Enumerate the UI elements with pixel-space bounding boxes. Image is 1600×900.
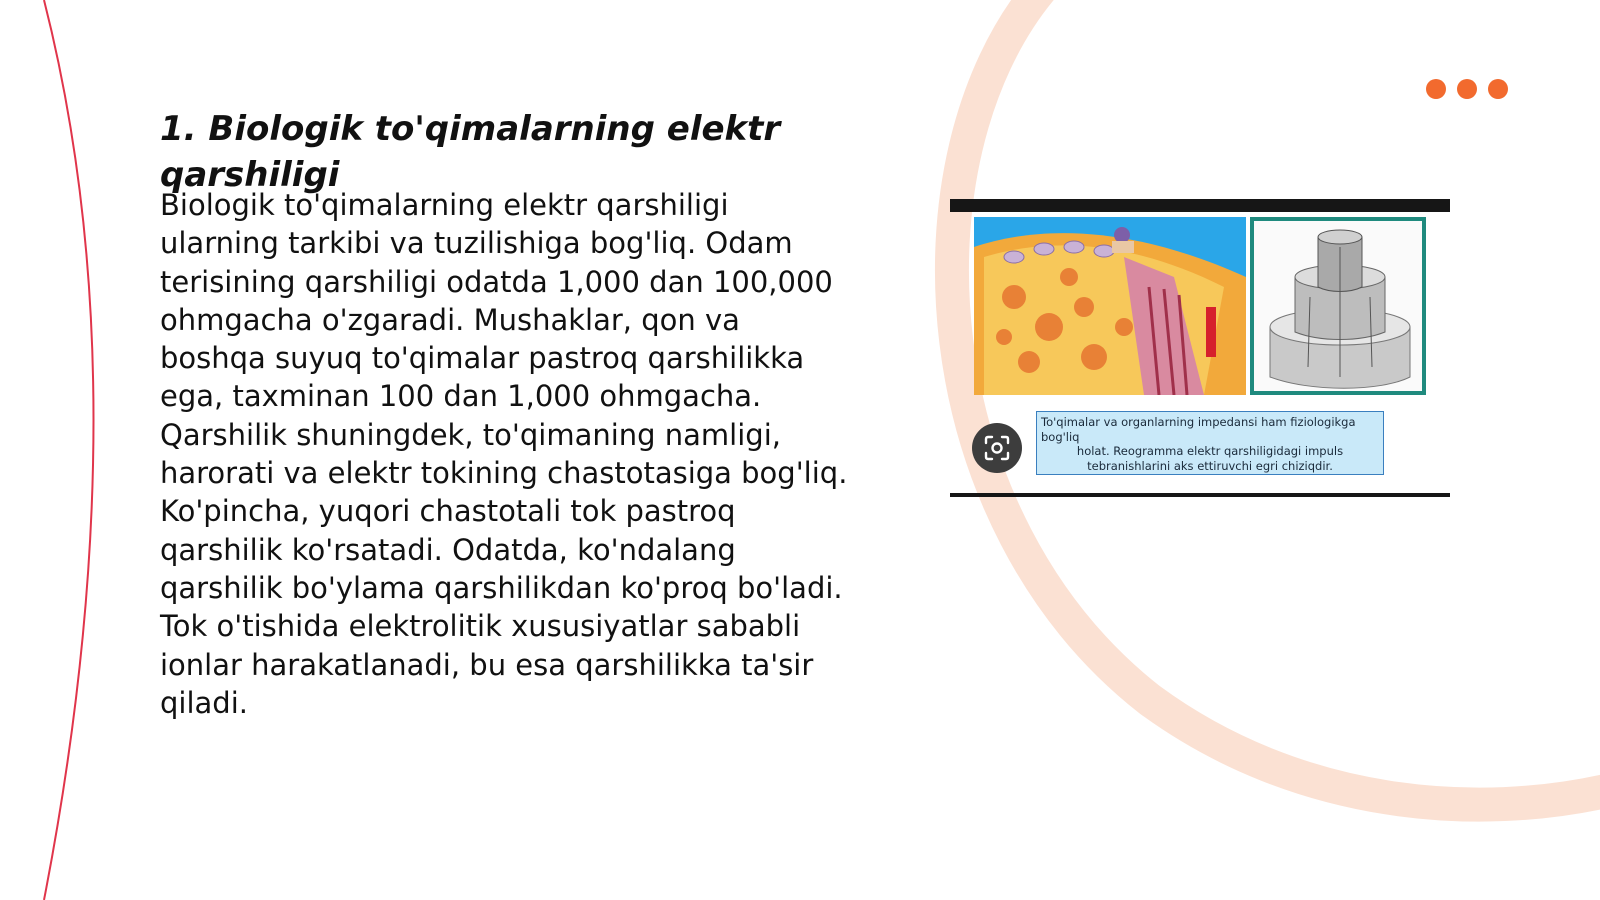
caption-line-1: To'qimalar va organlarning impedansi ham fiziologikga bog'liq <box>1041 415 1356 444</box>
tissue-illustration <box>974 217 1246 395</box>
figure-top-bar <box>950 199 1450 212</box>
figure-caption <box>1036 411 1384 475</box>
dot-2 <box>1457 79 1477 99</box>
slide-body-text: Biologik to'qimalarning elektr qarshiligi ularning tarkibi va tuzilishiga bog'liq. Odam terisining qarshiligi odatda 1,000 dan 100,000 ohmgacha o'zgaradi. Mushaklar, qon va boshqa suyuq to'qimalar pastroq qarshilikka ega, taxminan 100 dan 1,000 ohmgacha. Qarshilik shuningdek, to'qimaning namligi, harorati va elektr tokining chastotasiga bog'liq. Ko'pincha, yuqori chastotali tok pastroq qarshilik ko'rsatadi. Odatda, ko'ndalang qarshilik bo'ylama qarshilikdan ko'proq bo'ladi. Tok o'tishida elektrolitik xususiyatlar sababli ionlar harakatlanadi, bu esa qarshilikka ta'sir qiladi. <box>160 188 848 720</box>
caption-line-2: holat. Reogramma elektr qarshiligidagi impuls <box>1076 444 1344 458</box>
dot-1 <box>1426 79 1446 99</box>
decorative-dots <box>1426 79 1508 99</box>
figure-bottom-bar <box>950 493 1450 497</box>
bone-illustration <box>1250 217 1426 395</box>
caption-line-3: tebranishlarini aks ettiruvchi egri chiziqdir. <box>1087 458 1333 473</box>
dot-3 <box>1488 79 1508 99</box>
left-edge-curve <box>44 0 94 900</box>
figure <box>950 199 1450 499</box>
camera-scan-button[interactable] <box>972 423 1022 473</box>
camera-scan-icon <box>983 434 1011 462</box>
slide-title: 1. Biologik to'qimalarning elektr qarshiligi <box>160 109 781 195</box>
